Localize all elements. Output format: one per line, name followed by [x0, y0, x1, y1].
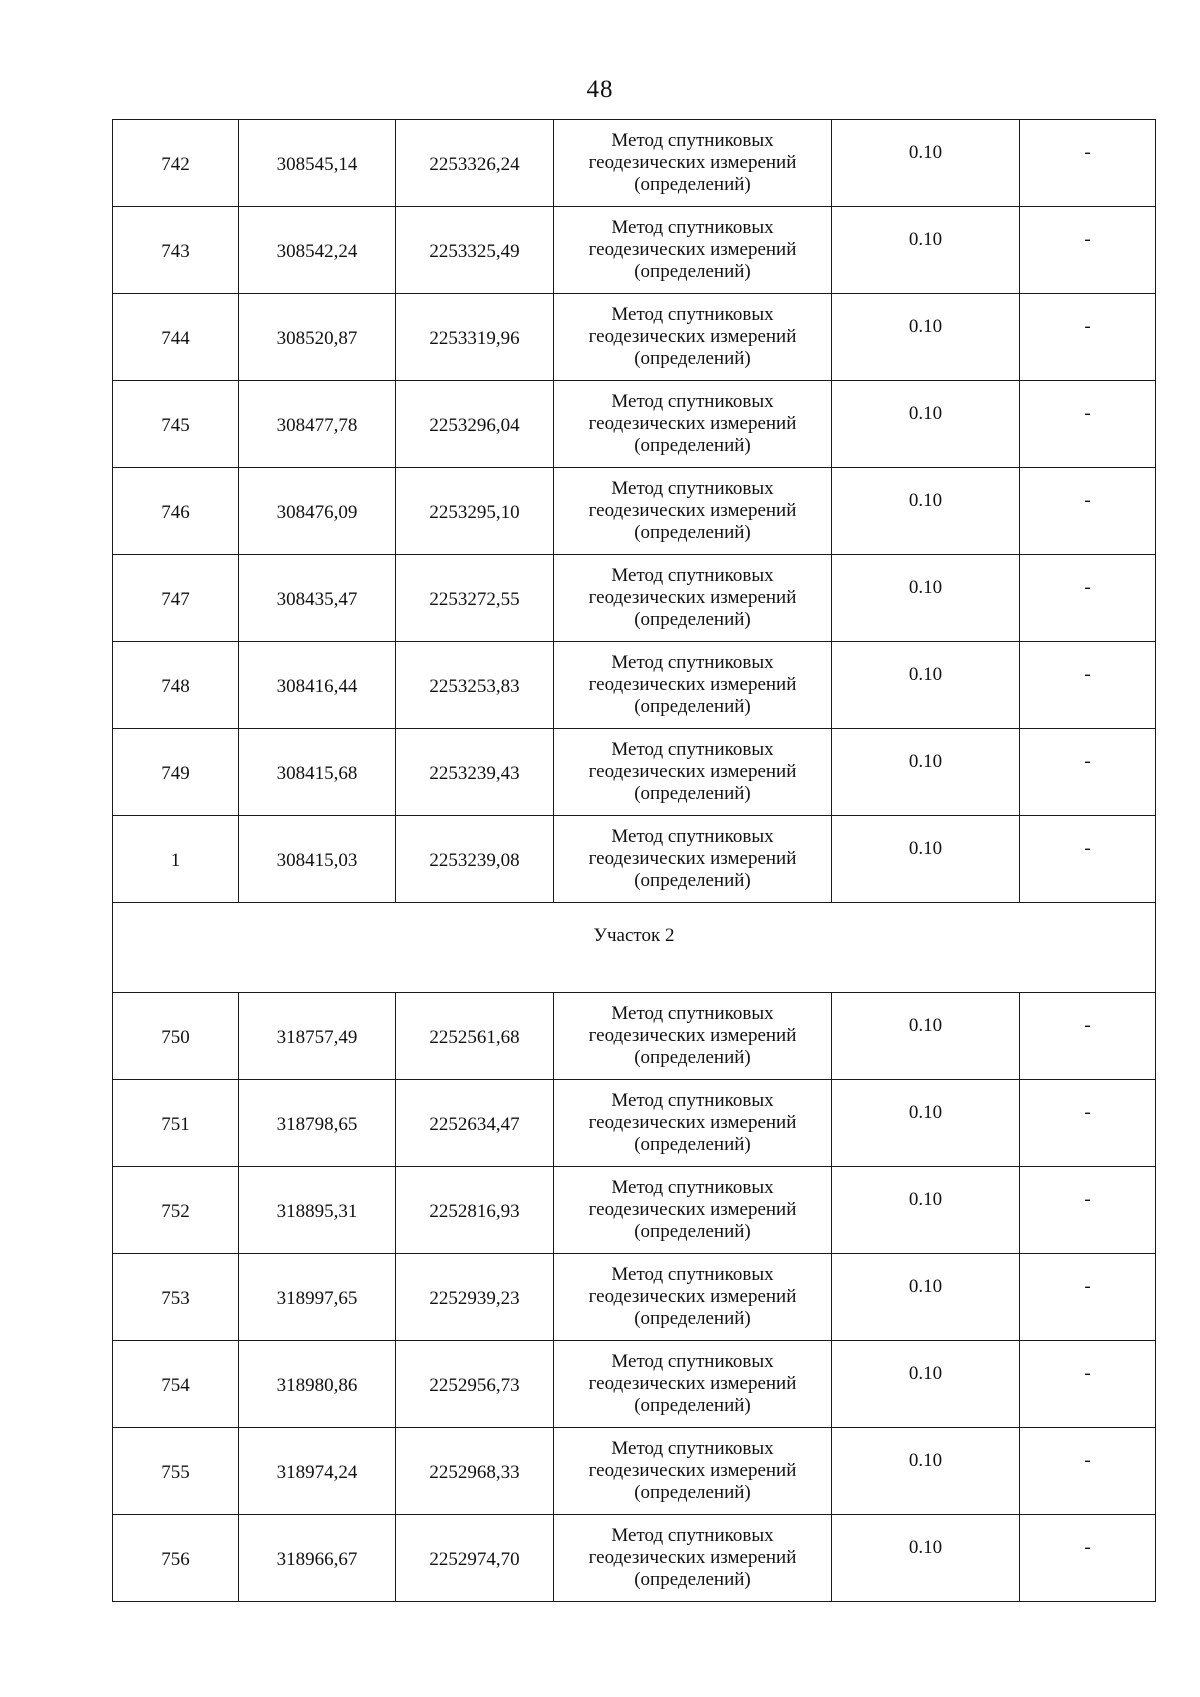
method-text: Метод спутниковых геодезических измерений (определений)	[588, 652, 797, 717]
coordinate-x: 318997,65	[276, 1288, 358, 1309]
point-number-cell	[113, 381, 239, 468]
point-number: 753	[161, 1288, 190, 1309]
table-body-part1	[113, 120, 1156, 903]
empty-dash: -	[1084, 1189, 1091, 1210]
coordinate-x: 308545,14	[276, 154, 358, 175]
coordinate-y-cell	[396, 294, 554, 381]
method-text-cell	[554, 729, 832, 816]
method-text-cell	[554, 555, 832, 642]
coordinate-x-cell	[239, 642, 396, 729]
table-row	[113, 294, 1156, 381]
coordinate-y-cell	[396, 381, 554, 468]
page-number: 48	[586, 76, 614, 103]
section-title-cell	[113, 903, 1156, 993]
method-text: Метод спутниковых геодезических измерений (определений)	[588, 1525, 797, 1590]
coordinate-x-cell	[239, 207, 396, 294]
coordinate-x-cell	[239, 729, 396, 816]
empty-dash: -	[1084, 316, 1091, 337]
coordinate-y-cell	[396, 120, 554, 207]
empty-dash: -	[1084, 403, 1091, 424]
accuracy-value: 0.10	[908, 316, 943, 337]
point-number-cell	[113, 816, 239, 903]
table-row	[113, 468, 1156, 555]
method-text: Метод спутниковых геодезических измерений (определений)	[588, 130, 797, 195]
section-header	[113, 903, 1156, 993]
coordinate-x-cell	[239, 120, 396, 207]
coordinate-x-cell	[239, 816, 396, 903]
coordinate-y: 2252561,68	[429, 1027, 520, 1048]
point-number-cell	[113, 120, 239, 207]
coordinate-x: 318966,67	[276, 1549, 358, 1570]
point-number-cell	[113, 642, 239, 729]
table-row	[113, 1341, 1156, 1428]
point-number-cell	[113, 1341, 239, 1428]
method-text-cell	[554, 294, 832, 381]
coordinate-x: 318798,65	[276, 1114, 358, 1135]
accuracy-value: 0.10	[908, 838, 943, 859]
accuracy-value-cell	[832, 816, 1020, 903]
method-text-cell	[554, 816, 832, 903]
point-number-cell	[113, 729, 239, 816]
coordinate-x: 308435,47	[276, 589, 358, 610]
empty-dash-cell	[1020, 1080, 1156, 1167]
accuracy-value: 0.10	[908, 490, 943, 511]
table-row	[113, 816, 1156, 903]
method-text-cell	[554, 1341, 832, 1428]
point-number: 744	[161, 328, 190, 349]
coordinates-table	[112, 119, 1156, 1602]
empty-dash: -	[1084, 490, 1091, 511]
coordinate-y: 2253295,10	[429, 502, 520, 523]
method-text: Метод спутниковых геодезических измерений (определений)	[588, 1090, 797, 1155]
accuracy-value: 0.10	[908, 403, 943, 424]
coordinate-y: 2252974,70	[429, 1549, 520, 1570]
coordinate-y-cell	[396, 1428, 554, 1515]
empty-dash-cell	[1020, 207, 1156, 294]
empty-dash: -	[1084, 1450, 1091, 1471]
table-row	[113, 1515, 1156, 1602]
method-text-cell	[554, 1080, 832, 1167]
coordinate-y: 2252816,93	[429, 1201, 520, 1222]
coordinate-x-cell	[239, 555, 396, 642]
method-text: Метод спутниковых геодезических измерений (определений)	[588, 478, 797, 543]
coordinate-x-cell	[239, 1341, 396, 1428]
method-text: Метод спутниковых геодезических измерений (определений)	[588, 304, 797, 369]
method-text: Метод спутниковых геодезических измерений (определений)	[588, 565, 797, 630]
coordinate-y-cell	[396, 993, 554, 1080]
coordinate-y: 2252968,33	[429, 1462, 520, 1483]
coordinate-x: 308520,87	[276, 328, 358, 349]
point-number: 755	[161, 1462, 190, 1483]
empty-dash-cell	[1020, 120, 1156, 207]
empty-dash-cell	[1020, 1515, 1156, 1602]
coordinate-y-cell	[396, 816, 554, 903]
point-number: 751	[161, 1114, 190, 1135]
coordinate-y-cell	[396, 555, 554, 642]
accuracy-value: 0.10	[908, 1537, 943, 1558]
table-row	[113, 1254, 1156, 1341]
accuracy-value-cell	[832, 381, 1020, 468]
empty-dash-cell	[1020, 993, 1156, 1080]
section-title: Участок 2	[593, 924, 675, 946]
accuracy-value: 0.10	[908, 1189, 943, 1210]
empty-dash-cell	[1020, 1341, 1156, 1428]
point-number: 747	[161, 589, 190, 610]
table-row	[113, 555, 1156, 642]
coordinate-x: 308415,68	[276, 763, 358, 784]
point-number: 749	[161, 763, 190, 784]
empty-dash-cell	[1020, 1428, 1156, 1515]
coordinate-y: 2253319,96	[429, 328, 520, 349]
empty-dash: -	[1084, 751, 1091, 772]
accuracy-value: 0.10	[908, 142, 943, 163]
table-row	[113, 1167, 1156, 1254]
point-number-cell	[113, 1428, 239, 1515]
coordinate-x: 308542,24	[276, 241, 358, 262]
table-row	[113, 1080, 1156, 1167]
empty-dash: -	[1084, 1015, 1091, 1036]
empty-dash-cell	[1020, 642, 1156, 729]
accuracy-value-cell	[832, 120, 1020, 207]
method-text-cell	[554, 120, 832, 207]
table-row	[113, 381, 1156, 468]
coordinate-x: 308415,03	[276, 850, 358, 871]
method-text: Метод спутниковых геодезических измерений (определений)	[588, 739, 797, 804]
accuracy-value-cell	[832, 468, 1020, 555]
point-number: 754	[161, 1375, 190, 1396]
coordinate-y: 2252634,47	[429, 1114, 520, 1135]
point-number: 752	[161, 1201, 190, 1222]
empty-dash: -	[1084, 1102, 1091, 1123]
accuracy-value-cell	[832, 555, 1020, 642]
empty-dash: -	[1084, 1363, 1091, 1384]
coordinate-y: 2252956,73	[429, 1375, 520, 1396]
coordinate-x-cell	[239, 1080, 396, 1167]
coordinate-y: 2252939,23	[429, 1288, 520, 1309]
accuracy-value-cell	[832, 993, 1020, 1080]
method-text: Метод спутниковых геодезических измерений (определений)	[588, 1351, 797, 1416]
method-text: Метод спутниковых геодезических измерений (определений)	[588, 1438, 797, 1503]
coordinate-y-cell	[396, 1254, 554, 1341]
method-text-cell	[554, 1167, 832, 1254]
coordinate-y-cell	[396, 1515, 554, 1602]
coordinate-x-cell	[239, 1167, 396, 1254]
empty-dash-cell	[1020, 381, 1156, 468]
method-text: Метод спутниковых геодезических измерений (определений)	[588, 217, 797, 282]
method-text: Метод спутниковых геодезических измерений (определений)	[588, 826, 797, 891]
accuracy-value-cell	[832, 1515, 1020, 1602]
accuracy-value: 0.10	[908, 229, 943, 250]
coordinate-y-cell	[396, 1080, 554, 1167]
coordinate-y: 2253239,08	[429, 850, 520, 871]
point-number-cell	[113, 1515, 239, 1602]
accuracy-value: 0.10	[908, 1450, 943, 1471]
coordinate-x-cell	[239, 294, 396, 381]
coordinate-y: 2253326,24	[429, 154, 520, 175]
point-number: 746	[161, 502, 190, 523]
empty-dash: -	[1084, 229, 1091, 250]
empty-dash-cell	[1020, 555, 1156, 642]
accuracy-value: 0.10	[908, 577, 943, 598]
empty-dash: -	[1084, 1276, 1091, 1297]
accuracy-value: 0.10	[908, 1102, 943, 1123]
point-number: 742	[161, 154, 190, 175]
table-row	[113, 207, 1156, 294]
accuracy-value: 0.10	[908, 1363, 943, 1384]
coordinate-x-cell	[239, 1515, 396, 1602]
empty-dash-cell	[1020, 1167, 1156, 1254]
accuracy-value-cell	[832, 642, 1020, 729]
coordinate-y: 2253296,04	[429, 415, 520, 436]
method-text: Метод спутниковых геодезических измерений (определений)	[588, 1003, 797, 1068]
table-row	[113, 120, 1156, 207]
method-text-cell	[554, 1428, 832, 1515]
coordinate-y: 2253253,83	[429, 676, 520, 697]
point-number-cell	[113, 1254, 239, 1341]
coordinate-x: 318974,24	[276, 1462, 358, 1483]
accuracy-value-cell	[832, 1428, 1020, 1515]
accuracy-value: 0.10	[908, 1276, 943, 1297]
accuracy-value-cell	[832, 207, 1020, 294]
point-number-cell	[113, 468, 239, 555]
method-text-cell	[554, 642, 832, 729]
accuracy-value: 0.10	[908, 664, 943, 685]
coordinate-x: 308476,09	[276, 502, 358, 523]
table-row	[113, 642, 1156, 729]
table-row	[113, 1428, 1156, 1515]
method-text-cell	[554, 993, 832, 1080]
accuracy-value-cell	[832, 294, 1020, 381]
method-text-cell	[554, 381, 832, 468]
empty-dash: -	[1084, 142, 1091, 163]
empty-dash: -	[1084, 664, 1091, 685]
coordinate-x: 318980,86	[276, 1375, 358, 1396]
empty-dash: -	[1084, 1537, 1091, 1558]
empty-dash: -	[1084, 577, 1091, 598]
point-number: 750	[161, 1027, 190, 1048]
empty-dash: -	[1084, 838, 1091, 859]
accuracy-value: 0.10	[908, 1015, 943, 1036]
accuracy-value-cell	[832, 1167, 1020, 1254]
coordinate-y: 2253325,49	[429, 241, 520, 262]
coordinate-x: 318757,49	[276, 1027, 358, 1048]
coordinate-x-cell	[239, 381, 396, 468]
point-number-cell	[113, 1080, 239, 1167]
accuracy-value-cell	[832, 1254, 1020, 1341]
coordinate-x-cell	[239, 1428, 396, 1515]
coordinate-x: 308477,78	[276, 415, 358, 436]
coordinate-y: 2253239,43	[429, 763, 520, 784]
point-number-cell	[113, 1167, 239, 1254]
empty-dash-cell	[1020, 294, 1156, 381]
coordinate-y-cell	[396, 207, 554, 294]
coordinate-x-cell	[239, 468, 396, 555]
method-text: Метод спутниковых геодезических измерений (определений)	[588, 1177, 797, 1242]
method-text-cell	[554, 207, 832, 294]
method-text-cell	[554, 1254, 832, 1341]
table-body-part2	[113, 993, 1156, 1602]
point-number: 748	[161, 676, 190, 697]
empty-dash-cell	[1020, 816, 1156, 903]
coordinate-y: 2253272,55	[429, 589, 520, 610]
point-number-cell	[113, 294, 239, 381]
section-row	[113, 903, 1156, 993]
point-number-cell	[113, 993, 239, 1080]
point-number-cell	[113, 207, 239, 294]
point-number: 756	[161, 1549, 190, 1570]
point-number: 745	[161, 415, 190, 436]
coordinate-y-cell	[396, 729, 554, 816]
accuracy-value-cell	[832, 1080, 1020, 1167]
method-text: Метод спутниковых геодезических измерений (определений)	[588, 1264, 797, 1329]
method-text: Метод спутниковых геодезических измерений (определений)	[588, 391, 797, 456]
point-number: 743	[161, 241, 190, 262]
table-row	[113, 993, 1156, 1080]
point-number: 1	[170, 850, 181, 871]
coordinate-y-cell	[396, 1167, 554, 1254]
method-text-cell	[554, 468, 832, 555]
accuracy-value-cell	[832, 1341, 1020, 1428]
table-row	[113, 729, 1156, 816]
coordinate-y-cell	[396, 468, 554, 555]
coordinate-y-cell	[396, 642, 554, 729]
accuracy-value-cell	[832, 729, 1020, 816]
empty-dash-cell	[1020, 468, 1156, 555]
coordinate-y-cell	[396, 1341, 554, 1428]
empty-dash-cell	[1020, 1254, 1156, 1341]
coordinate-x-cell	[239, 993, 396, 1080]
coordinate-x: 318895,31	[276, 1201, 358, 1222]
coordinate-x: 308416,44	[276, 676, 358, 697]
coordinate-x-cell	[239, 1254, 396, 1341]
empty-dash-cell	[1020, 729, 1156, 816]
accuracy-value: 0.10	[908, 751, 943, 772]
method-text-cell	[554, 1515, 832, 1602]
point-number-cell	[113, 555, 239, 642]
